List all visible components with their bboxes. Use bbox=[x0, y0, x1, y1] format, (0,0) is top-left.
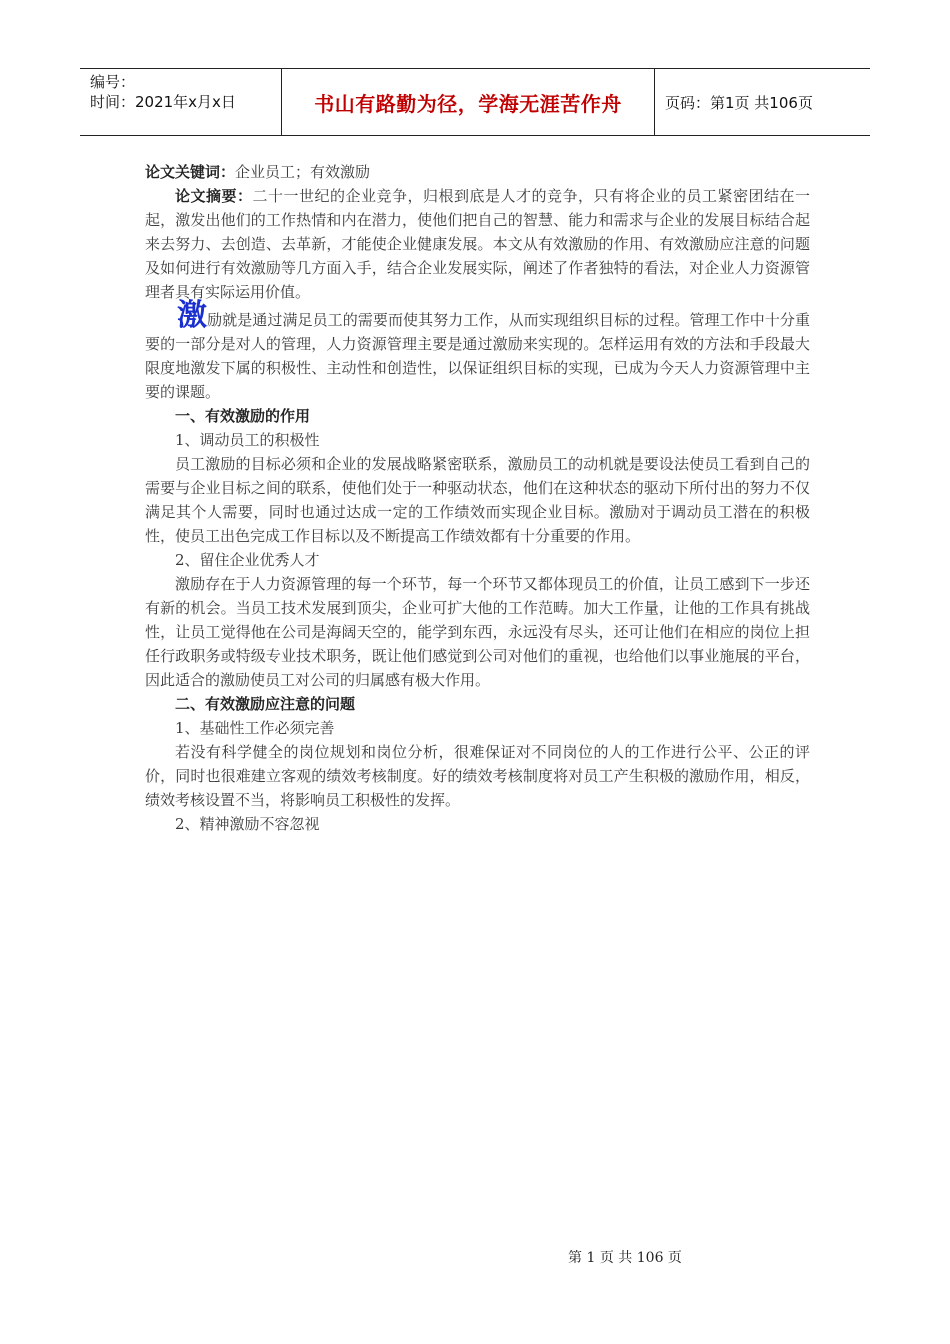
section-heading-1: 一、有效激励的作用 bbox=[175, 407, 311, 425]
header-meta bbox=[80, 69, 282, 135]
keywords-label: 论文关键词： bbox=[145, 163, 236, 181]
drop-cap: 激 bbox=[177, 298, 208, 333]
subsection-heading-1-2: 2、留住企业优秀人才 bbox=[175, 551, 320, 569]
paragraph-1-1: 员工激励的目标必须和企业的发展战略紧密联系，激励员工的动机就是要设法使员工看到自己的需要与企业目标之间的联系，使他们处于一种驱动状态，他们在这种状态的驱动下所付出的努力不仅满足其个人需要，同时也通过达成一定的工作绩效而实现企业目标。激励对于调动员工潜在的积极性，使员工出色完成工作目标以及不断提高工作绩效都有十分重要的作用。 bbox=[145, 455, 810, 545]
subsection-heading-1-1: 1、调动员工的积极性 bbox=[175, 431, 320, 449]
abstract-paragraph bbox=[145, 184, 810, 304]
header-motto-cell bbox=[282, 69, 655, 135]
paragraph-1-2: 激励存在于人力资源管理的每一个环节，每一个环节又都体现员工的价值，让员工感到下一步还有新的机会。当员工技术发展到顶尖，企业可扩大他的工作范畴。加大工作量，让他的工作具有挑战性，让员工觉得他在公司是海阔天空的，能学到东西，永远没有尽头，还可让他们在相应的岗位上担任行政职务或特级专业技术职务，既让他们感觉到公司对他们的重视，也给他们以事业施展的平台，因此适合的激励使员工对公司的归属感有极大作用。 bbox=[145, 575, 810, 689]
header-page-code: 页码：第1页 共106页 bbox=[665, 93, 813, 112]
intro-text: 励就是通过满足员工的需要而使其努力工作，从而实现组织目标的过程。管理工作中十分重要的一部分是对人的管理，人力资源管理主要是通过激励来实现的。怎样运用有效的方法和手段最大限度地激发下属的积极性、主动性和创造性，以保证组织目标的实现，已成为今天人力资源管理中主要的课题。 bbox=[145, 311, 810, 401]
page-header bbox=[80, 68, 870, 136]
footer-page-number: 第 1 页 共 106 页 bbox=[568, 1250, 682, 1266]
abstract-label: 论文摘要： bbox=[175, 187, 253, 205]
intro-paragraph bbox=[145, 298, 810, 404]
subsection-heading-2-2: 2、精神激励不容忽视 bbox=[175, 815, 320, 833]
keywords-paragraph bbox=[145, 160, 810, 184]
page-footer bbox=[0, 1247, 950, 1267]
subsection-heading-2-1: 1、基础性工作必须完善 bbox=[175, 719, 335, 737]
document-date: 时间：2021年x月x日 bbox=[90, 93, 236, 111]
header-motto: 书山有路勤为径，学海无涯苦作舟 bbox=[314, 91, 622, 116]
keywords-value: 企业员工；有效激励 bbox=[235, 163, 371, 181]
abstract-text: 二十一世纪的企业竞争，归根到底是人才的竞争，只有将企业的员工紧密团结在一起，激发出他们的工作热情和内在潜力，使他们把自己的智慧、能力和需求与企业的发展目标结合起来去努力、去创造、去革新，才能使企业健康发展。本文从有效激励的作用、有效激励应注意的问题及如何进行有效激励等几方面入手，结合企业发展实际，阐述了作者独特的看法，对企业人力资源管理者具有实际运用价值。 bbox=[145, 187, 810, 301]
paragraph-2-1: 若没有科学健全的岗位规划和岗位分析，很难保证对不同岗位的人的工作进行公平、公正的评价，同时也很难建立客观的绩效考核制度。好的绩效考核制度将对员工产生积极的激励作用，相反，绩效考核设置不当，将影响员工积极性的发挥。 bbox=[145, 743, 810, 809]
section-heading-2: 二、有效激励应注意的问题 bbox=[175, 695, 356, 713]
document-body bbox=[145, 160, 810, 836]
document-number-label: 编号： bbox=[90, 73, 136, 91]
